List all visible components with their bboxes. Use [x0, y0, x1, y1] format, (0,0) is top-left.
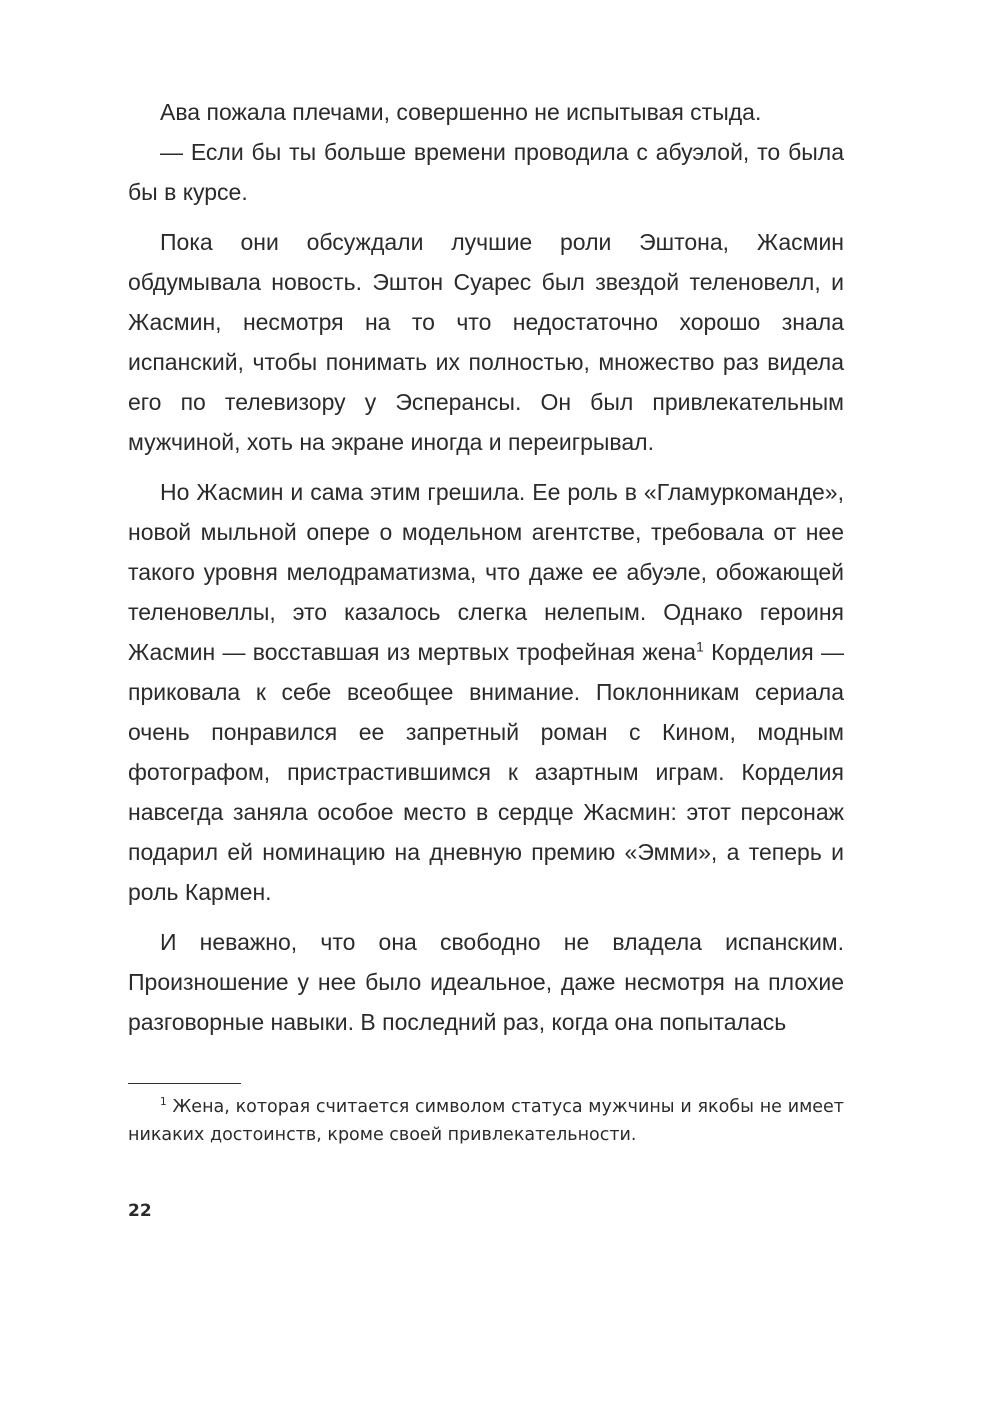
footnote-marker: 1 — [160, 1096, 167, 1109]
paragraph-4-part-2: Корделия — приковала к себе всеобщее внимание. Поклонникам сериала очень понравился ее запретный роман с Кином, модным фотографом, пристрастившимся к азартным играм. Корделия навсегда заняла особое место в сердце Жасмин: этот персонаж подарил ей номинацию на дневную премию «Эмми», а теперь и роль Кармен. — [128, 639, 844, 905]
paragraph-3: Пока они обсуждали лучшие роли Эштона, Жасмин обдумывала новость. Эштон Суарес был звездой теленовелл, и Жасмин, несмотря на то что недостаточно хорошо знала испанский, чтобы понимать их полностью, множество раз видела его по телевизору у Эсперансы. Он был привлекательным мужчиной, хоть на экране иногда и переигрывал. — [128, 229, 844, 455]
paragraph-5: И неважно, что она свободно не владела испанским. Произношение у нее было идеальное, даже несмотря на плохие разговорные навыки. В последний раз, когда она попыталась — [128, 929, 844, 1035]
main-text — [128, 92, 844, 1052]
paragraph-4 — [128, 472, 844, 912]
paragraph-1: Ава пожала плечами, совершенно не испытывая стыда. — [160, 99, 762, 125]
paragraph-2: — Если бы ты больше времени проводила с абуэлой, то была бы в курсе. — [128, 139, 844, 205]
page-number: 22 — [128, 1201, 152, 1221]
footnote-divider — [128, 1083, 241, 1084]
footnote — [128, 1093, 844, 1149]
paragraph-4-part-1: Но Жасмин и сама этим грешила. Ее роль в «Гламуркоманде», новой мыльной опере о модельном агентстве, требовала от нее такого уровня мелодраматизма, что даже ее абуэле, обожающей теленовеллы, это казалось слегка нелепым. Однако героиня Жасмин — восставшая из мертвых трофейная жена — [128, 479, 844, 665]
footnote-reference: 1 — [696, 639, 704, 655]
footnote-text: Жена, которая считается символом статуса мужчины и якобы не имеет никаких достоинств, кроме своей привлекательности. — [128, 1097, 844, 1145]
